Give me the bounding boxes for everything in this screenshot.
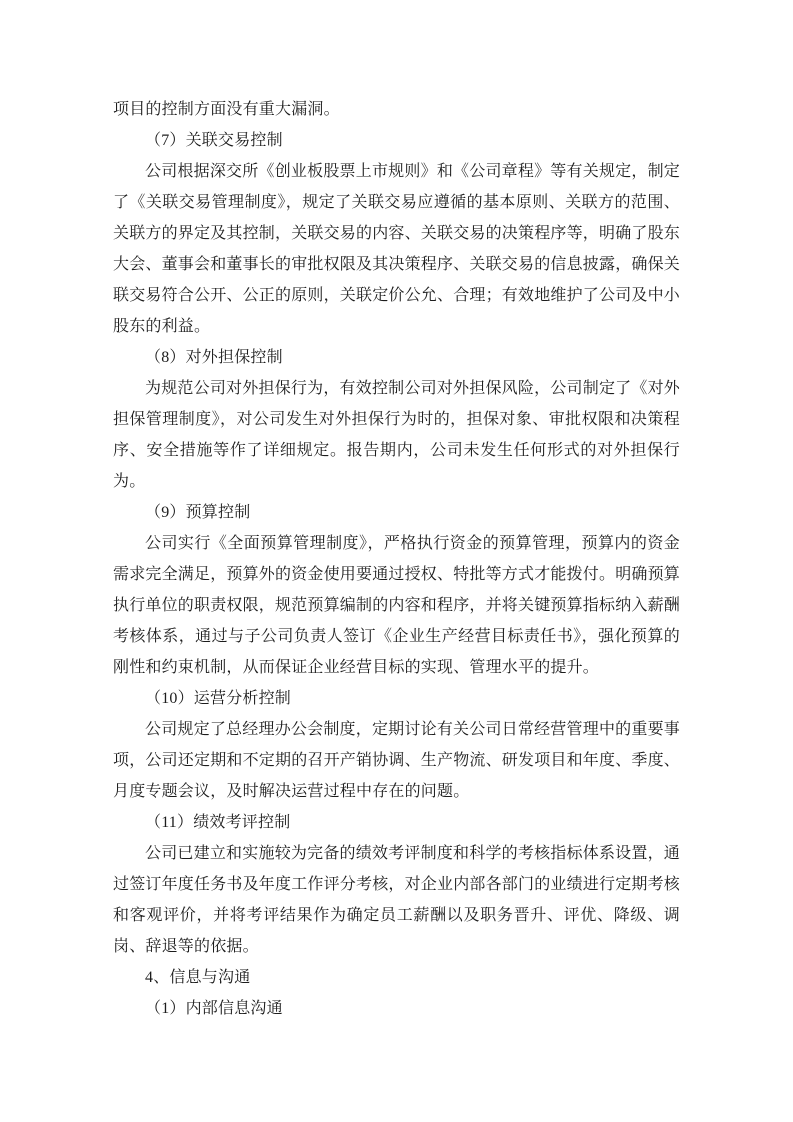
section-heading-9: （9）预算控制 (145, 504, 251, 521)
section-heading-internal-info: （1）内部信息沟通 (145, 1000, 283, 1017)
paragraph-performance-review: 公司已建立和实施较为完备的绩效考评制度和科学的考核指标体系设置，通过签订年度任务书及年度工作评分考核，对企业内部各部门的业绩进行定期考核和客观评价，并将考评结果作为确定员工薪酬以及职务晋升、评优、降级、调岗、辞退等的依据。 (113, 845, 681, 955)
document-text-block (113, 94, 680, 1024)
paragraph-budget-control: 公司实行《全面预算管理制度》，严格执行资金的预算管理，预算内的资金需求完全满足，预算外的资金使用要通过授权、特批等方式才能拨付。明确预算执行单位的职责权限，规范预算编制的内容和程序，并将关键预算指标纳入薪酬考核体系，通过与子公司负责人签订《企业生产经营目标责任书》，强化预算的刚性和约束机制，从而保证企业经营目标的实现、管理水平的提升。 (113, 535, 681, 676)
section-heading-10: （10）运营分析控制 (145, 690, 292, 707)
paragraph-continuation: 项目的控制方面没有重大漏洞。 (113, 101, 340, 118)
paragraph-external-guarantee: 为规范公司对外担保行为，有效控制公司对外担保风险，公司制定了《对外担保管理制度》，对公司发生对外担保行为时的，担保对象、审批权限和决策程序、安全措施等作了详细规定。报告期内，公司未发生任何形式的对外担保行为。 (113, 380, 680, 490)
section-heading-7: （7）关联交易控制 (145, 132, 283, 149)
paragraph-operation-analysis: 公司规定了总经理办公会制度，定期讨论有关公司日常经营管理中的重要事项，公司还定期和不定期的召开产销协调、生产物流、研发项目和年度、季度、月度专题会议，及时解决运营过程中存在的问题。 (113, 721, 681, 800)
paragraph-related-transactions: 公司根据深交所《创业板股票上市规则》和《公司章程》等有关规定，制定了《关联交易管理制度》，规定了关联交易应遵循的基本原则、关联方的范围、关联方的界定及其控制，关联交易的内容、关联交易的决策程序等，明确了股东大会、董事会和董事长的审批权限及其决策程序、关联交易的信息披露，确保关联交易符合公开、公正的原则，关联定价公允、合理；有效地维护了公司及中小股东的利益。 (113, 163, 681, 335)
section-heading-8: （8）对外担保控制 (145, 349, 283, 366)
section-heading-info-communication: 4、信息与沟通 (145, 969, 251, 986)
section-heading-11: （11）绩效考评控制 (145, 814, 291, 831)
